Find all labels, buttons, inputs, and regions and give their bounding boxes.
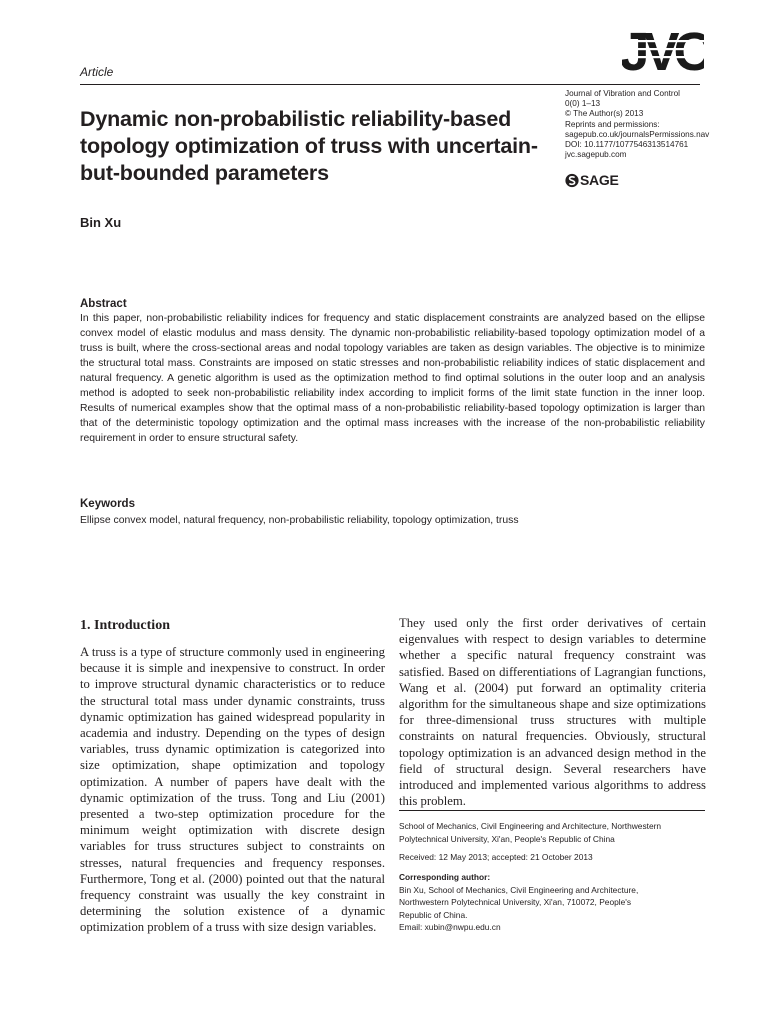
header-rule	[80, 84, 700, 85]
body-left-column: A truss is a type of structure commonly used in engineering because it is simple and inexpensive to construct. In order to improve structural dynamic characteristics or to reduce the structural total mass under dynamic constraints, truss dynamic optimization has gained widespread popularity in academia and industry. Depending on the types of design variables, truss dynamic optimization is categorized into size optimization, shape optimization and topology optimization. A number of papers have dealt with the dynamic optimization of the truss. Tong and Liu (2001) presented a two-step optimization procedure for the minimum weight optimization with discrete design variables for truss structures subject to constraints on stresses, natural frequencies and frequency responses. Furthermore, Tong et al. (2000) pointed out that the natural frequency constraint was usually the key constraint in determining the solution existence of a dynamic optimization problem of a truss with size design variables.	[80, 645, 385, 935]
keywords-text: Ellipse convex model, natural frequency, non-probabilistic reliability, topology optimization, truss	[80, 515, 519, 526]
copyright: © The Author(s) 2013	[565, 109, 644, 119]
author-affiliation: School of Mechanics, Civil Engineering and Architecture, Northwestern Polytechnical University, Xi'an, People's Republic of China	[399, 821, 662, 844]
jvc-journal-logo	[622, 26, 704, 74]
author-name: Bin Xu	[80, 215, 122, 230]
doi[interactable]: DOI: 10.1177/1077546313514761	[565, 140, 689, 150]
corresponding-author-line: Republic of China.	[399, 909, 468, 920]
article-type-label: Article	[80, 65, 114, 79]
corresponding-author-email[interactable]: Email: xubin@nwpu.edu.cn	[399, 922, 501, 932]
footnote-rule	[399, 810, 705, 811]
reprints-label: Reprints and permissions:	[565, 119, 660, 129]
abstract-heading: Abstract	[80, 298, 127, 310]
corresponding-author-line: Northwestern Polytechnical University, Xi'an, 710072, People's	[399, 897, 632, 907]
permissions-link[interactable]: sagepub.co.uk/journalsPermissions.nav	[565, 129, 710, 139]
body-right-column: They used only the first order derivatives of certain eigenvalues with respect to design variables to determine whether a specific natural frequency constraint was satisfied. Based on differentiations of Lagrangian functions, Wang et al. (2004) put forward an optimality criteria algorithm for the simultaneous shape and size optimizations for three-dimensional truss structures with multiple constraints on natural frequencies. Obviously, structural topology optimization is an advanced design method in the field of structural design. Several researchers have introduced and implemented various algorithms to address this problem.	[399, 616, 706, 809]
corresponding-author-label: Corresponding author:	[399, 872, 491, 882]
corresponding-author-line: Bin Xu, School of Mechanics, Civil Engineering and Architecture,	[399, 884, 639, 895]
journal-website-link[interactable]: jvc.sagepub.com	[565, 150, 627, 160]
journal-name: Journal of Vibration and Control	[565, 89, 681, 98]
corresponding-author-block	[399, 871, 705, 934]
paper-title: Dynamic non-probabilistic reliability-based topology optimization of truss with uncertain-but-bounded parameters	[80, 107, 538, 185]
abstract-text: In this paper, non-probabilistic reliability indices for frequency and static displacement constraints are analyzed based on the ellipse convex model of elastic modulus and mass density. The dynamic non-probabilistic reliability-based topology optimization model of a truss is built, where the cross-sectional areas and nodal topology variables are taken as design variables. The objective is to minimize the structural total mass. Constraints are imposed on static stresses and non-probabilistic reliability indices of static displacement and natural frequency. A genetic algorithm is used as the optimization method to find optimal solutions in the outer loop and an analysis method is adopted to seek non-probabilistic reliability index according to implicit forms of the limit state function in the inner loop. Results of numerical examples show that the optimal mass of a non-probabilistic reliability-based topology optimization is larger than that of the deterministic topology optimization and the optimal mass increases with the increase of the non-probabilistic reliability requirement in order to ensure structural safety.	[80, 313, 705, 444]
received-accepted-dates: Received: 12 May 2013; accepted: 21 October 2013	[399, 852, 593, 862]
journal-meta	[565, 89, 755, 160]
keywords-heading: Keywords	[80, 498, 135, 510]
journal-volume: 0(0) 1–13	[565, 99, 601, 109]
sage-publisher-logo	[565, 172, 618, 188]
publisher-name: SAGE	[580, 172, 619, 188]
introduction-heading: 1. Introduction	[80, 618, 170, 633]
sage-s-icon	[565, 173, 579, 188]
